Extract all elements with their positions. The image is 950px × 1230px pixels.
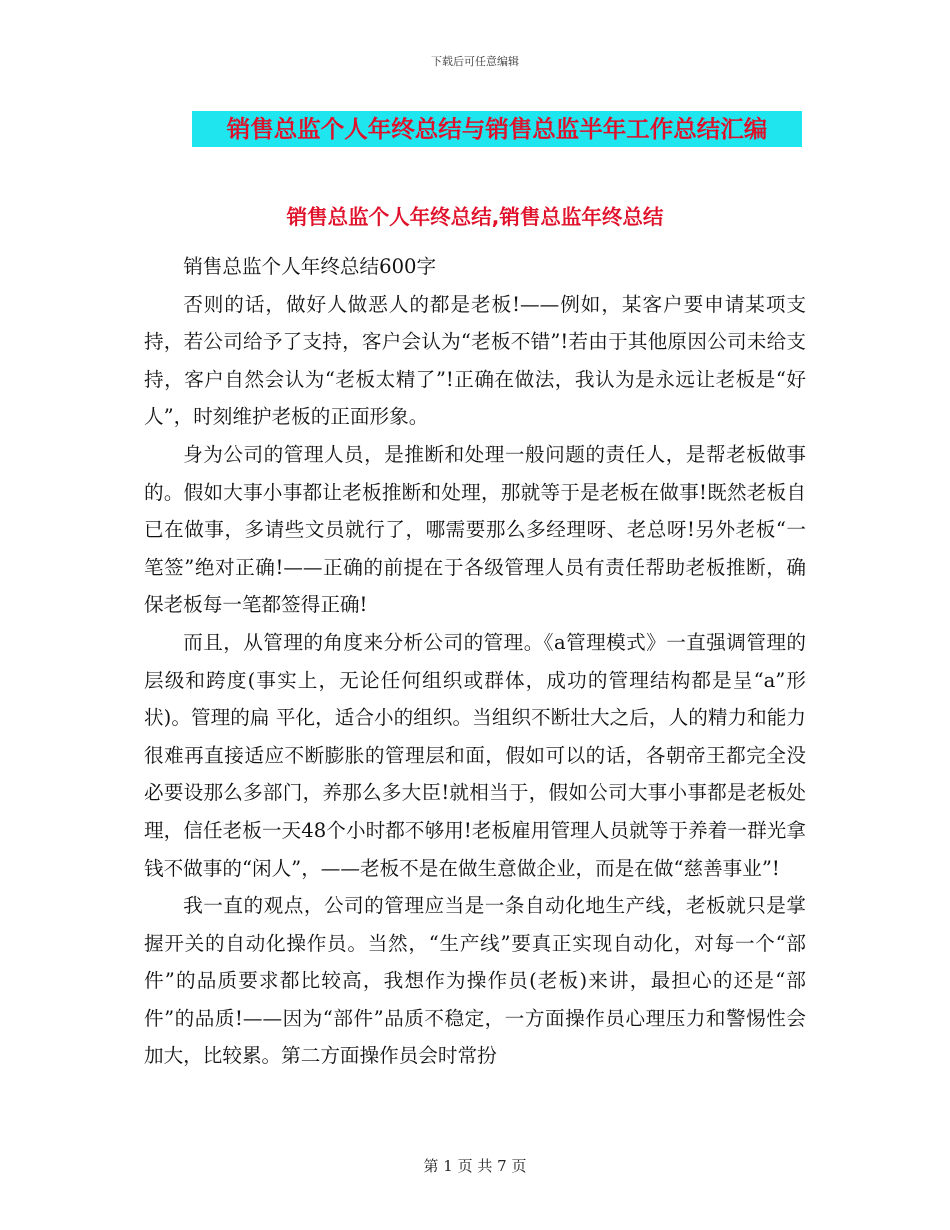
paragraph: 身为公司的管理人员，是推断和处理一般问题的责任人，是帮老板做事的。假如大事小事都让老板推断和处理，那就等于是老板在做事!既然老板自已在做事，多请些文员就行了，哪需要那么多经理呀、老总呀!另外老板“一笔签”绝对正确!——正确的前提在于各级管理人员有责任帮助老板推断，确保老板每一笔都签得正确! <box>144 442 806 617</box>
paragraph: 否则的话，做好人做恶人的都是老板!——例如，某客户要申请某项支持，若公司给予了支持，客户会认为“老板不错”!若由于其他原因公司未给支持，客户自然会认为“老板太精了”!正确在做法，我认为是永远让老板是“好人”，时刻维护老板的正面形象。 <box>144 292 806 429</box>
header-note: 下载后可任意编辑 <box>431 55 519 68</box>
paragraph: 而且，从管理的角度来分析公司的管理。《a管理模式》一直强调管理的层级和跨度(事实上，无论任何组织或群体，成功的管理结构都是呈“a”形状)。管理的扁 平化，适合小的组织。当组织不断壮大之后，人的精力和能力很难再直接适应不断膨胀的管理层和面，假如可以的话，各朝帝王都完全没必要设那么多部门，养那么多大臣!就相当于，假如公司大事小事都是老板处理，信任老板一天48个小时都不够用!老板雇用管理人员就等于养着一群光拿钱不做事的“闲人”，——老板不是在做生意做企业，而是在做“慈善事业”! <box>144 630 806 880</box>
paragraph-intro: 销售总监个人年终总结600字 <box>183 255 437 278</box>
paragraph: 我一直的观点，公司的管理应当是一条自动化地生产线，老板就只是掌握开关的自动化操作员。当然，“生产线”要真正实现自动化，对每一个“部件”的品质要求都比较高，我想作为操作员(老板)来讲，最担心的还是“部件”的品质!——因为“部件”品质不稳定，一方面操作员心理压力和警惕性会加大，比较累。第二方面操作员会时常扮 <box>144 894 806 1068</box>
sub-title: 销售总监个人年终总结,销售总监年终总结 <box>286 205 664 229</box>
main-title: 销售总监个人年终总结与销售总监半年工作总结汇编 <box>192 111 802 147</box>
page-footer: 第 1 页 共 7 页 <box>423 1157 527 1175</box>
body-text <box>144 248 806 1075</box>
